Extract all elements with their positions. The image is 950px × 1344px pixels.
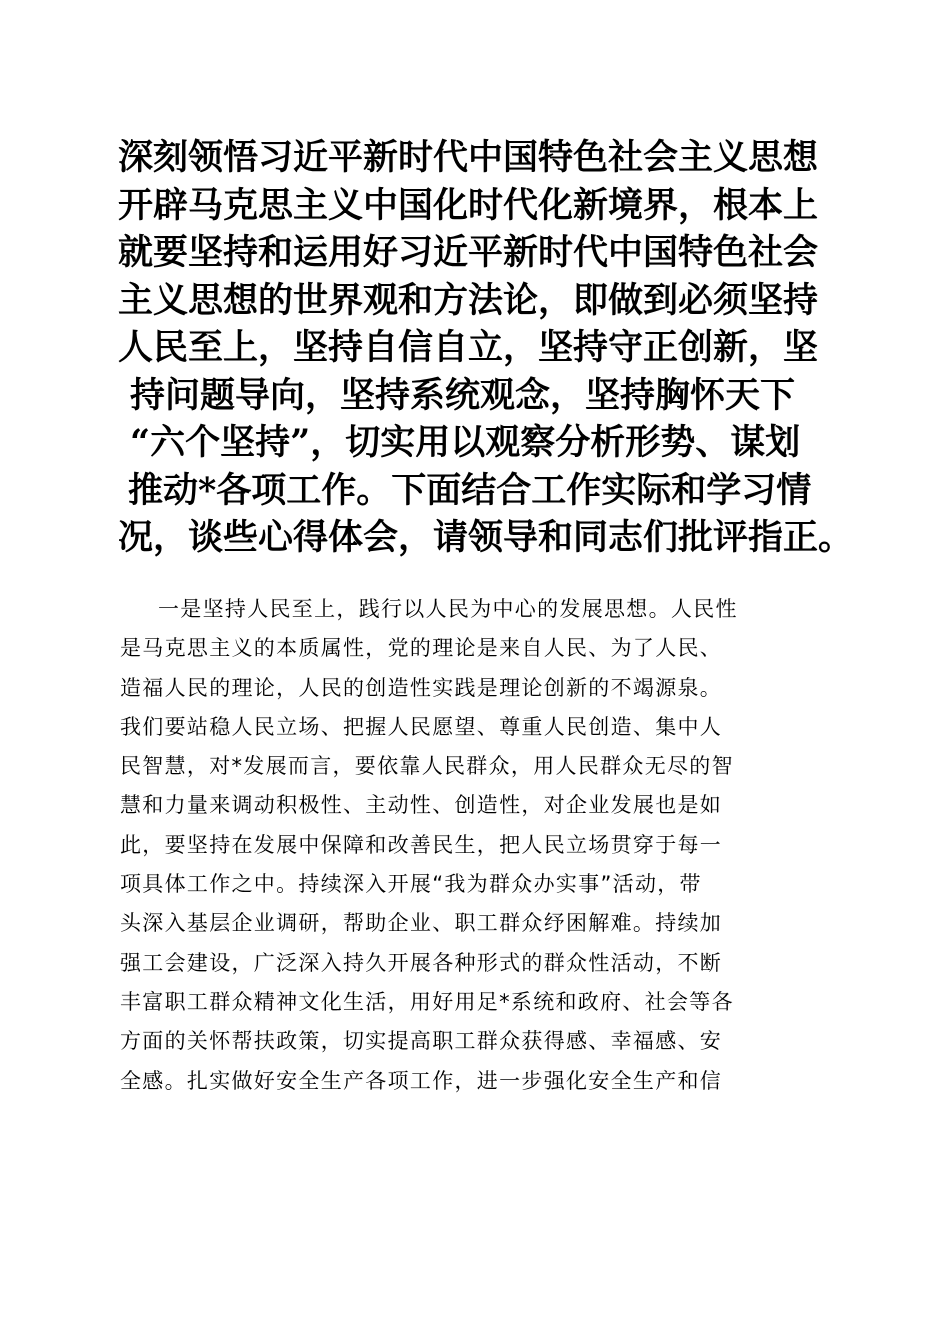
body-line: 造福人民的理论，人民的创造性实践是理论创新的不竭源泉。 [120,675,723,700]
heading-line: 人民至上，坚持自信自立，坚持守正创新，坚 [118,327,819,368]
heading-line: 主义思想的世界观和方法论，即做到必须坚持 [118,279,819,321]
heading-line: “六个坚持”，切实用以观察分析形势、谋划 [130,422,801,463]
body-line: 全感。扎实做好安全生产各项工作，进一步强化安全生产和信 [120,1068,723,1093]
body-line: 我们要站稳人民立场、把握人民愿望、尊重人民创造、集中人 [120,714,723,739]
heading-line: 就要坚持和运用好习近平新时代中国特色社会 [118,232,819,273]
body-line: 是马克思主义的本质属性，党的理论是来自人民、为了人民、 [120,636,723,661]
document-heading [118,134,854,562]
body-line: 民智慧，对*发展而言，要依靠人民群众，用人民群众无尽的智 [120,754,734,779]
body-line: 一是坚持人民至上，践行以人民为中心的发展思想。人民性 [158,597,738,621]
body-line: 慧和力量来调动积极性、主动性、创造性，对企业发展也是如 [120,793,723,818]
heading-line: 开辟马克思主义中国化时代化新境界，根本上 [118,184,819,226]
body-line: 丰富职工群众精神文化生活，用好用足*系统和政府、社会等各 [120,989,734,1014]
body-paragraph [120,590,825,1101]
body-line: 方面的关怀帮扶政策，切实提高职工群众获得感、幸福感、安 [120,1029,723,1054]
body-line: 头深入基层企业调研，帮助企业、职工群众纾困解难。持续加 [120,911,723,936]
heading-line: 持问题导向，坚持系统观念，坚持胸怀天下 [130,374,796,416]
body-line: 强工会建设，广泛深入持久开展各种形式的群众性活动，不断 [120,950,723,975]
heading-line: 况，谈些心得体会，请领导和同志们批评指正。 [118,517,854,558]
body-line: 此，要坚持在发展中保障和改善民生，把人民立场贯穿于每一 [120,832,723,857]
heading-line: 推动*各项工作。下面结合工作实际和学习情 [128,469,812,511]
heading-line: 深刻领悟习近平新时代中国特色社会主义思想 [118,137,819,178]
body-line: 项具体工作之中。持续深入开展“我为群众办实事”活动，带 [120,872,702,897]
